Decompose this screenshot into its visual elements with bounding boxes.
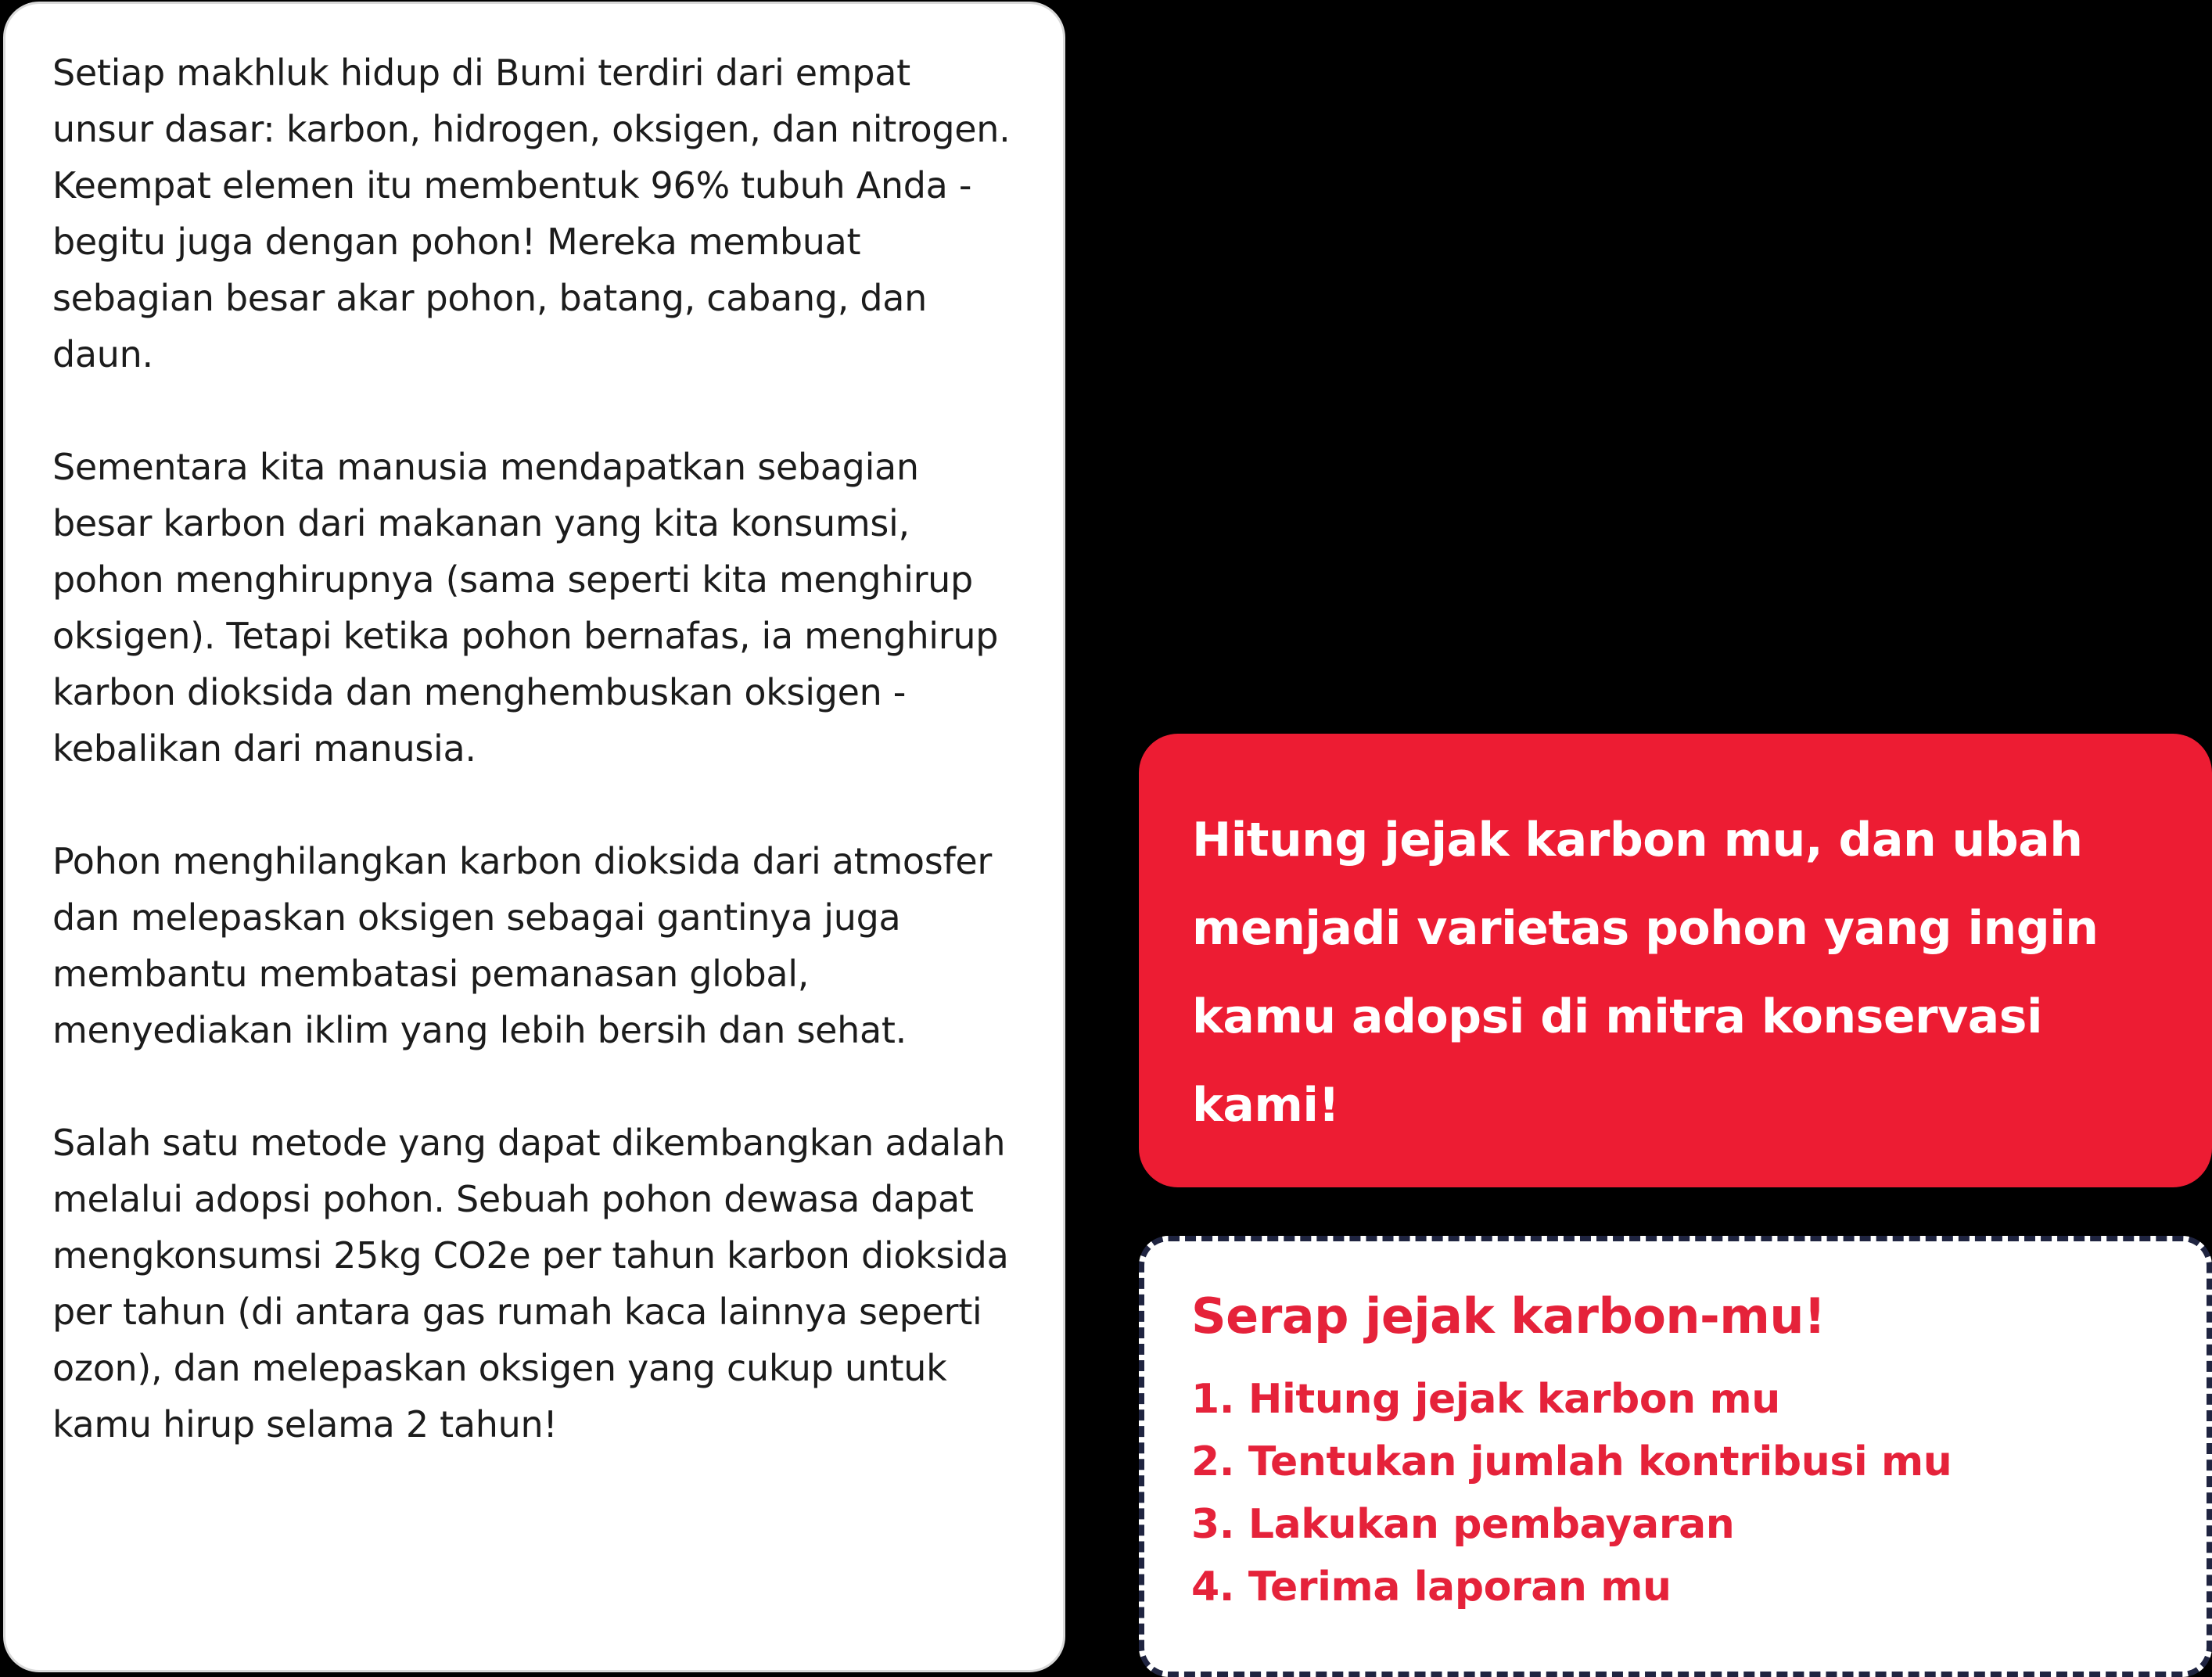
step-item: 1. Hitung jejak karbon mu <box>1191 1376 1780 1423</box>
cta-text: Hitung jejak karbon mu, dan ubah menjadi varietas pohon yang ingin kamu adopsi di mitra konservasi kami! <box>1192 813 2099 1133</box>
info-card <box>3 2 1065 1672</box>
cta-card <box>1139 734 2212 1187</box>
info-paragraph: Salah satu metode yang dapat dikembangkan adalah melalui adopsi pohon. Sebuah pohon dewasa dapat mengkonsumsi 25kg CO2e per tahun karbon dioksida per tahun (di antara gas rumah kaca lainnya seperti ozon), dan melepaskan oksigen yang cukup untuk kamu hirup selama 2 tahun! <box>52 1122 1009 1445</box>
steps-card <box>1139 1236 2212 1677</box>
steps-list <box>1191 1368 2160 1618</box>
steps-title: Serap jejak karbon-mu! <box>1191 1287 1826 1345</box>
info-paragraph: Pohon menghilangkan karbon dioksida dari atmosfer dan melepaskan oksigen sebagai gantinya juga membantu membatasi pemanasan global, menyediakan iklim yang lebih bersih dan sehat. <box>52 840 992 1051</box>
step-item: 2. Tentukan jumlah kontribusi mu <box>1191 1438 1952 1485</box>
step-item: 4. Terima laporan mu <box>1191 1564 1672 1611</box>
info-paragraph: Setiap makhluk hidup di Bumi terdiri dari empat unsur dasar: karbon, hidrogen, oksigen, dan nitrogen. Keempat elemen itu membentuk 96% tubuh Anda - begitu juga dengan pohon! Mereka membuat sebagian besar akar pohon, batang, cabang, dan daun. <box>52 52 1011 375</box>
step-item: 3. Lakukan pembayaran <box>1191 1501 1735 1548</box>
info-paragraph: Sementara kita manusia mendapatkan sebagian besar karbon dari makanan yang kita konsumsi, pohon menghirupnya (sama seperti kita menghirup oksigen). Tetapi ketika pohon bernafas, ia menghirup karbon dioksida dan menghembuskan oksigen - kebalikan dari manusia. <box>52 446 999 770</box>
